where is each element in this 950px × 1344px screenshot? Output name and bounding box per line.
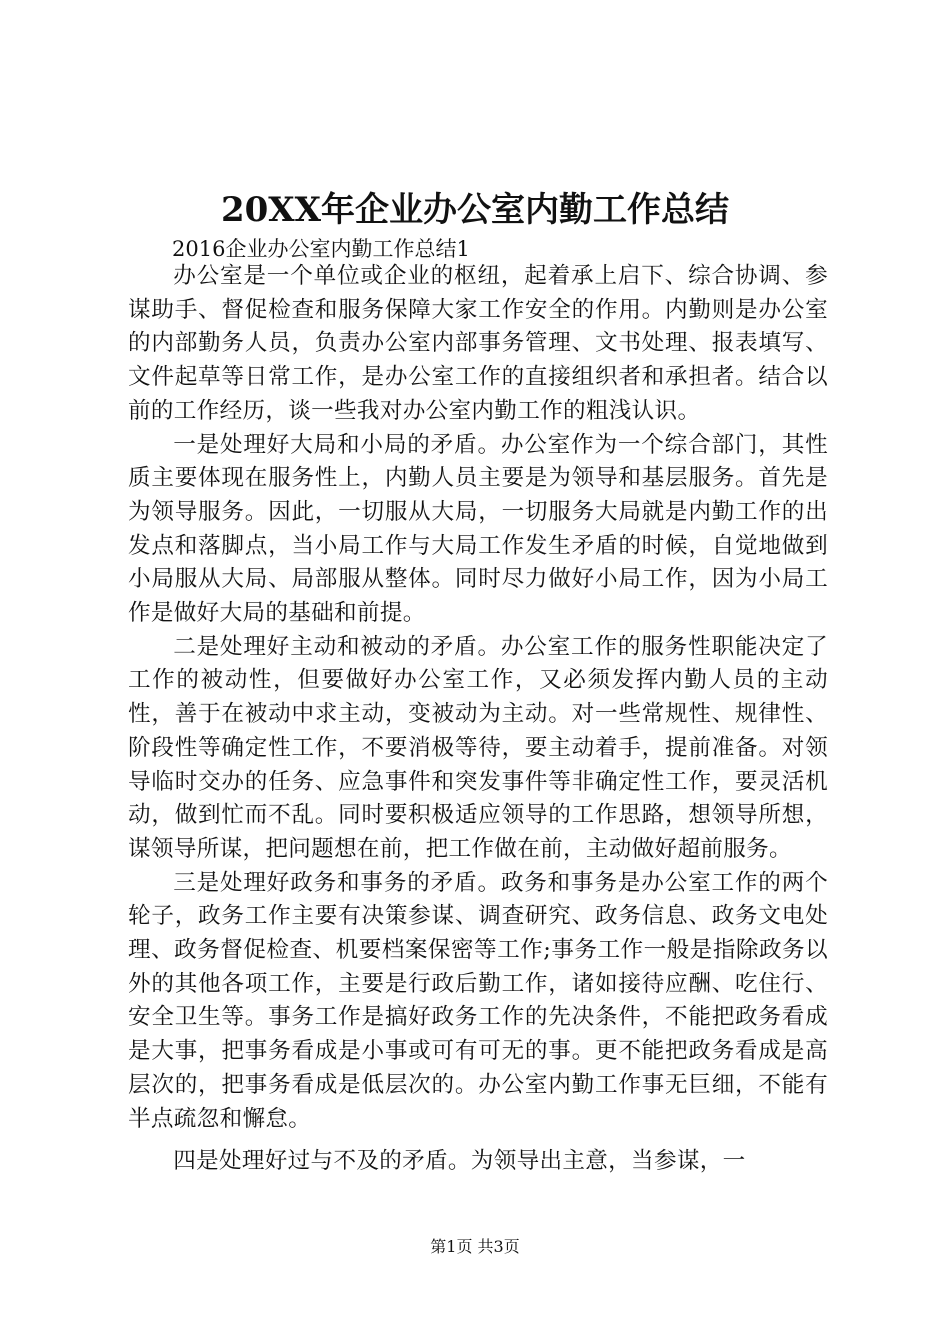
paragraph-point-2: 二是处理好主动和被动的矛盾。办公室工作的服务性职能决定了工作的被动性，但要做好办公室工作，又必须发挥内勤人员的主动性，善于在被动中求主动，变被动为主动。对一些常规性、规律性、阶段性等确定性工作，不要消极等待，要主动着手，提前准备。对领导临时交办的任务、应急事件和突发事件等非确定性工作，要灵活机动，做到忙而不乱。同时要积极适应领导的工作思路，想领导所想，谋领导所谋，把问题想在前，把工作做在前，主动做好超前服务。 <box>128 633 828 862</box>
document-subtitle: 2016企业办公室内勤工作总结1 <box>172 237 470 261</box>
paragraph-point-1: 一是处理好大局和小局的矛盾。办公室作为一个综合部门，其性质主要体现在服务性上，内勤人员主要是为领导和基层服务。首先是为领导服务。因此，一切服从大局，一切服务大局就是内勤工作的出发点和落脚点，当小局工作与大局工作发生矛盾的时候，自觉地做到小局服从大局、局部服从整体。同时尽力做好小局工作，因为小局工作是做好大局的基础和前提。 <box>128 431 828 627</box>
paragraph-point-4: 四是处理好过与不及的矛盾。为领导出主意，当参谋，一 <box>173 1148 746 1174</box>
page-footer: 第1页 共3页 <box>430 1237 520 1256</box>
paragraph-intro: 办公室是一个单位或企业的枢纽，起着承上启下、综合协调、参谋助手、督促检查和服务保障大家工作安全的作用。内勤则是办公室的内部勤务人员，负责办公室内部事务管理、文书处理、报表填写、文件起草等日常工作，是办公室工作的直接组织者和承担者。结合以前的工作经历，谈一些我对办公室内勤工作的粗浅认识。 <box>128 263 828 424</box>
document-title: 20XX年企业办公室内勤工作总结 <box>220 190 730 230</box>
paragraph-point-3: 三是处理好政务和事务的矛盾。政务和事务是办公室工作的两个轮子，政务工作主要有决策参谋、调查研究、政务信息、政务文电处理、政务督促检查、机要档案保密等工作;事务工作一般是指除政务以外的其他各项工作，主要是行政后勤工作，诸如接待应酬、吃住行、安全卫生等。事务工作是搞好政务工作的先决条件，不能把政务看成是大事，把事务看成是小事或可有可无的事。更不能把政务看成是高层次的，把事务看成是低层次的。办公室内勤工作事无巨细，不能有半点疏忽和懈怠。 <box>128 869 828 1132</box>
document-body <box>128 260 828 1136</box>
